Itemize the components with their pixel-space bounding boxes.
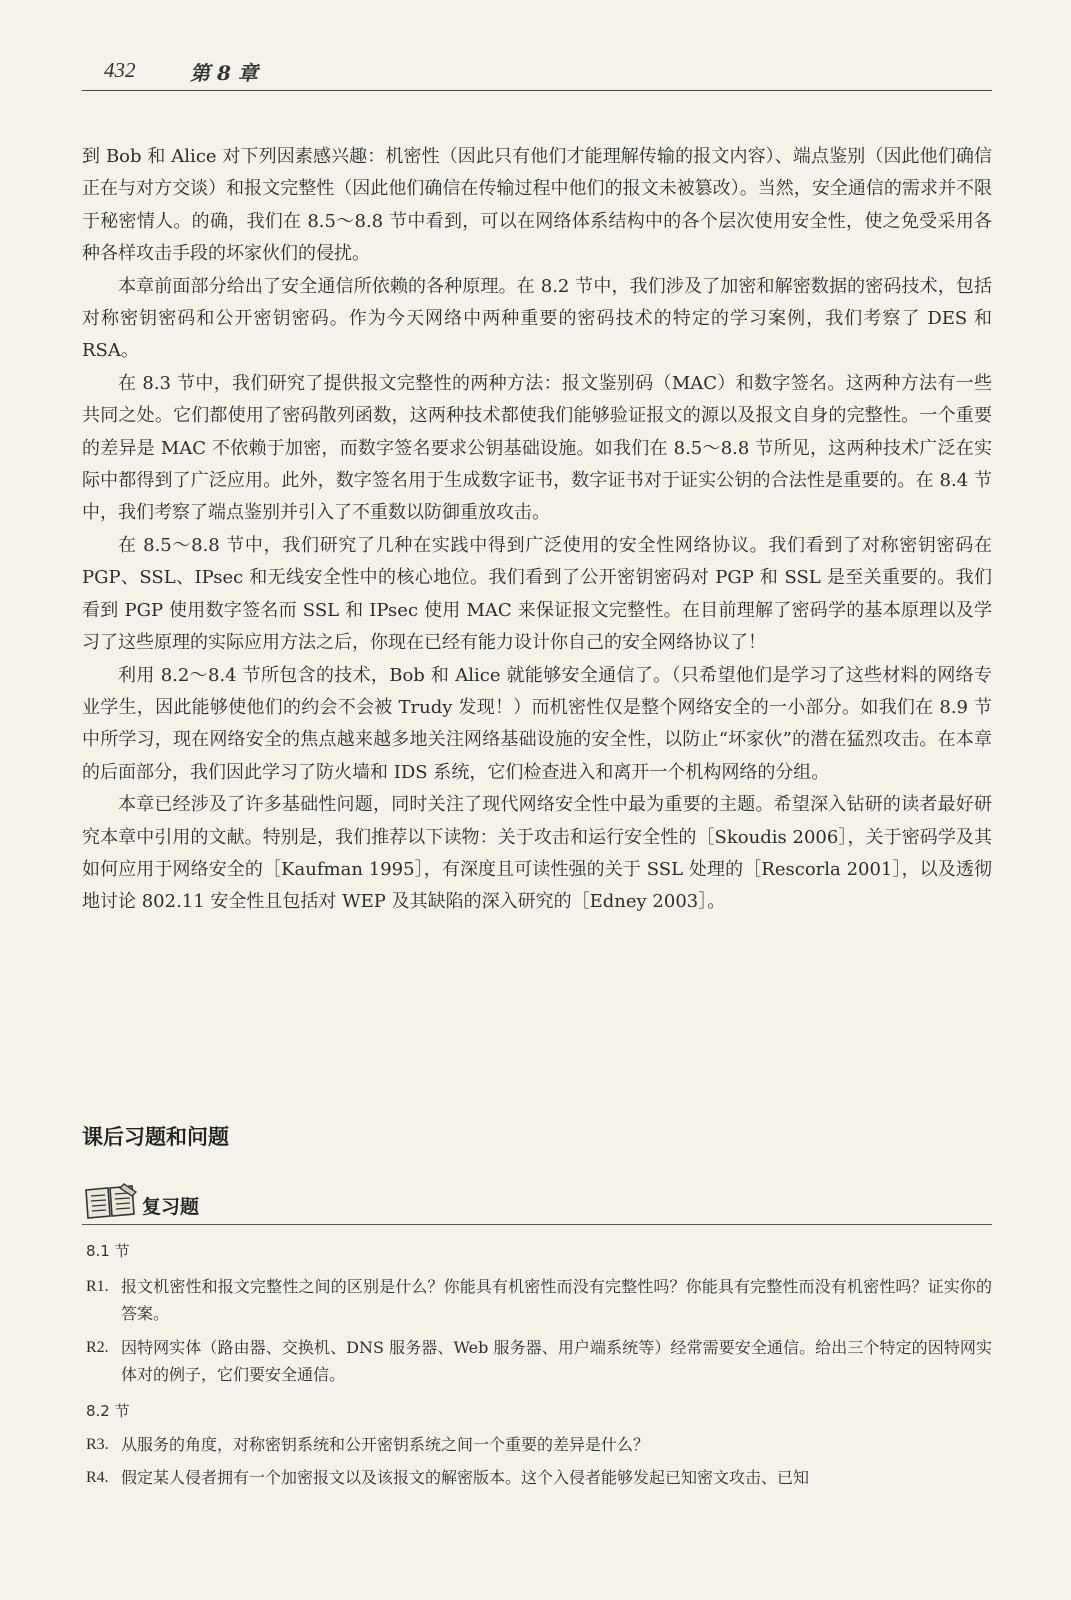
question-number: R4. bbox=[86, 1469, 109, 1486]
question-text: 从服务的角度，对称密钥系统和公开密钥系统之间一个重要的差异是什么？ bbox=[121, 1435, 650, 1454]
question-item bbox=[86, 1464, 992, 1491]
review-questions-heading bbox=[82, 1180, 992, 1225]
chapter-summary-text bbox=[82, 141, 992, 919]
question-item bbox=[86, 1273, 992, 1327]
paragraph: 到 Bob 和 Alice 对下列因素感兴趣：机密性（因此只有他们才能理解传输的报文内容）、端点鉴别（因此他们确信正在与对方交谈）和报文完整性（因此他们确信在传输过程中他们的报文未被篡改）。当然，安全通信的需求并不限于秘密情人。的确，我们在 8.5～8.8 节中看到，可以在网络体系结构中的各个层次使用安全性，使之免受采用各种各样攻击手段的坏家伙们的侵扰。 bbox=[82, 146, 992, 265]
question-item bbox=[86, 1431, 992, 1458]
subsection-label: 8.1 节 bbox=[86, 1242, 130, 1260]
question-text: 假定某人侵者拥有一个加密报文以及该报文的解密版本。这个入侵者能够发起已知密文攻击、已知 bbox=[121, 1468, 810, 1487]
paragraph: 利用 8.2～8.4 节所包含的技术，Bob 和 Alice 就能够安全通信了。（只希望他们是学习了这些材料的网络专业学生，因此能够使他们的约会不会被 Trudy 发现！）而机密性仅是整个网络安全的一小部分。如我们在 8.9 节中所学习，现在网络安全的焦点越来越多地关注网络基础设施的安全性，以防止“坏家伙”的潜在猛烈攻击。在本章的后面部分，我们因此学习了防火墙和 IDS 系统，它们检查进入和离开一个机构网络的分组。 bbox=[82, 664, 992, 783]
paragraph: 本章前面部分给出了安全通信所依赖的各种原理。在 8.2 节中，我们涉及了加密和解密数据的密码技术，包括对称密钥密码和公开密钥密码。作为今天网络中两种重要的密码技术的特定的学习案例，我们考察了 DES 和 RSA。 bbox=[82, 275, 992, 362]
paragraph: 本章已经涉及了许多基础性问题，同时关注了现代网络安全性中最为重要的主题。希望深入钻研的读者最好研究本章中引用的文献。特别是，我们推荐以下读物：关于攻击和运行安全性的［Skoudis 2006］，关于密码学及其如何应用于网络安全的［Kaufman 1995］，有深度且可读性强的关于 SSL 处理的［Rescorla 2001］，以及透彻地讨论 802.11 安全性且包括对 WEP 及其缺陷的深入研究的［Edney 2003］。 bbox=[82, 794, 992, 913]
paragraph: 在 8.5～8.8 节中，我们研究了几种在实践中得到广泛使用的安全性网络协议。我们看到了对称密钥密码在 PGP、SSL、IPsec 和无线安全性中的核心地位。我们看到了公开密钥密码对 PGP 和 SSL 是至关重要的。我们看到 PGP 使用数字签名而 SSL 和 IPsec 使用 MAC 来保证报文完整性。在目前理解了密码学的基本原理以及学习了这些原理的实际应用方法之后，你现在已经有能力设计你自己的安全网络协议了！ bbox=[82, 534, 992, 654]
paragraph: 在 8.3 节中，我们研究了提供报文完整性的两种方法：报文鉴别码（MAC）和数字签名。这两种方法有一些共同之处。它们都使用了密码散列函数，这两种技术都使我们能够验证报文的源以及报文自身的完整性。一个重要的差异是 MAC 不依赖于加密，而数字签名要求公钥基础设施。如我们在 8.5～8.8 节所见，这两种技术广泛在实际中都得到了广泛应用。此外，数字签名用于生成数字证书，数字证书对于证实公钥的合法性是重要的。在 8.4 节中，我们考察了端点鉴别并引入了不重数以防御重放攻击。 bbox=[82, 372, 992, 524]
chapter-label: 第 8 章 bbox=[190, 61, 258, 85]
subsection-label: 8.2 节 bbox=[86, 1402, 130, 1420]
page-number: 432 bbox=[104, 58, 136, 82]
question-number: R2. bbox=[86, 1339, 109, 1356]
question-item bbox=[86, 1334, 992, 1388]
review-title: 复习题 bbox=[142, 1196, 200, 1218]
question-number: R1. bbox=[86, 1278, 109, 1295]
question-text: 因特网实体（路由器、交换机、DNS 服务器、Web 服务器、用户端系统等）经常需要安全通信。给出三个特定的因特网实体对的例子，它们要安全通信。 bbox=[121, 1338, 992, 1384]
section-title: 课后习题和问题 bbox=[82, 1125, 229, 1149]
question-number: R3. bbox=[86, 1436, 109, 1453]
running-header bbox=[82, 56, 992, 91]
open-book-icon bbox=[82, 1182, 138, 1220]
question-text: 报文机密性和报文完整性之间的区别是什么？你能具有机密性而没有完整性吗？你能具有完整性而没有机密性吗？证实你的答案。 bbox=[121, 1277, 992, 1323]
